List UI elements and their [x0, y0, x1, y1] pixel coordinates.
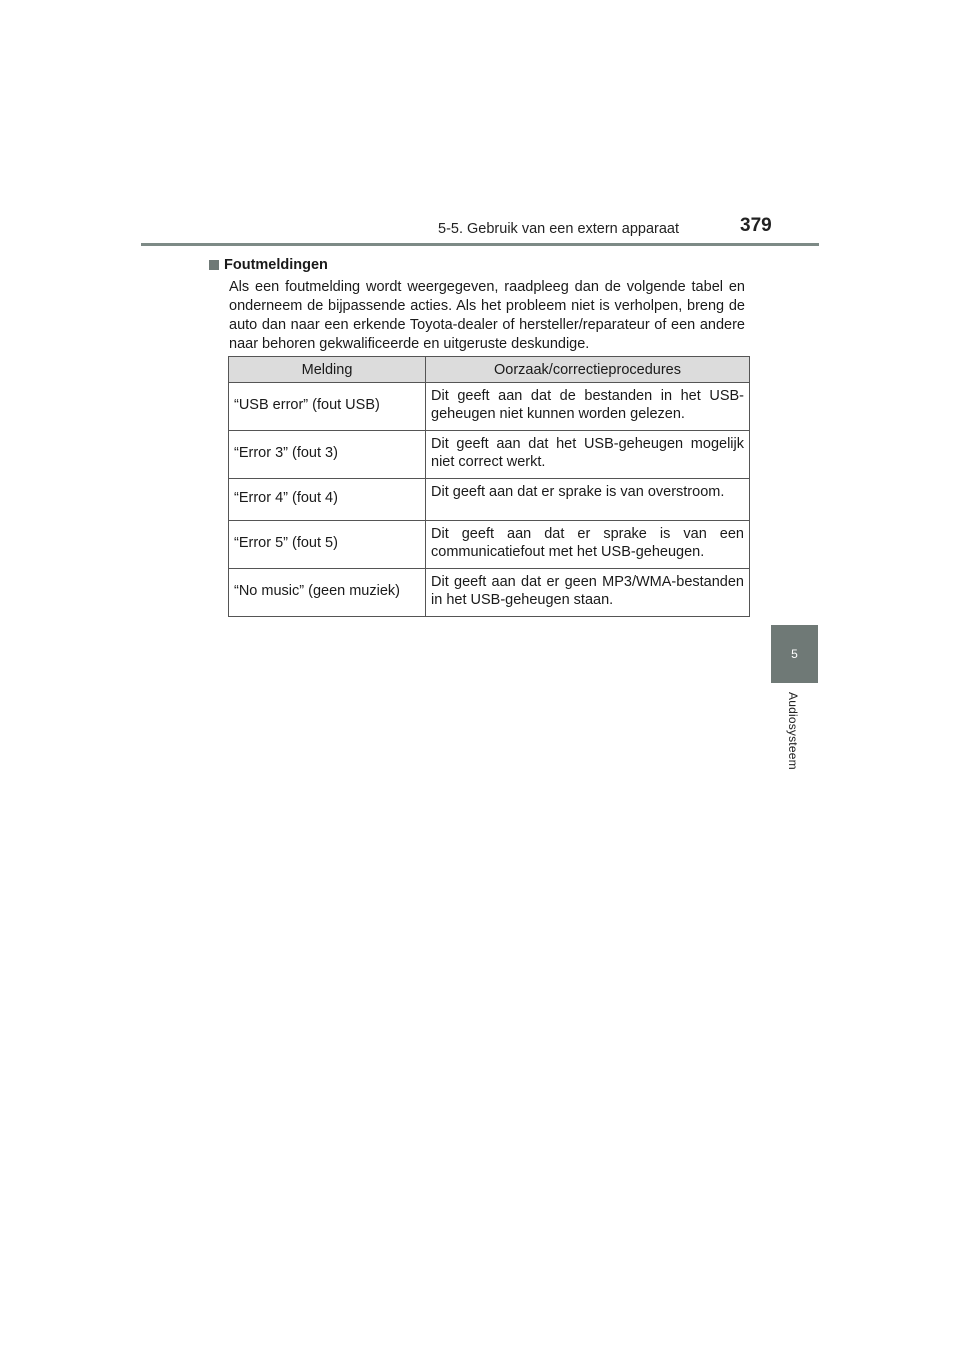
table-row: [229, 521, 750, 569]
header-section-title: 5-5. Gebruik van een extern apparaat: [438, 221, 680, 237]
section-heading: [209, 257, 328, 273]
chapter-tab[interactable]: [771, 625, 818, 683]
table-row: [229, 479, 750, 521]
chapter-number: 5: [791, 647, 798, 661]
cause-cell: Dit geeft aan dat er geen MP3/WMA-bestanden in het USB-geheugen staan.: [426, 569, 750, 617]
page-number: 379: [740, 215, 772, 236]
intro-paragraph: Als een foutmelding wordt weergegeven, raadpleeg dan de volgende tabel en onderneem de bijpassende acties. Als het probleem niet is verholpen, breng de auto dan naar een erkende Toyota-dealer of hersteller/reparateur of een andere naar behoren gekwalificeerde en uitgeruste deskundige.: [229, 279, 745, 352]
column-header-cause: Oorzaak/correctieprocedures: [426, 357, 750, 383]
table-header-row: [229, 357, 750, 383]
message-cell: “Error 5” (fout 5): [229, 521, 426, 569]
message-cell: “Error 3” (fout 3): [229, 431, 426, 479]
section-heading-text: Foutmeldingen: [224, 257, 328, 273]
message-cell: “No music” (geen muziek): [229, 569, 426, 617]
cause-cell: Dit geeft aan dat de bestanden in het USB-geheugen niet kunnen worden gelezen.: [426, 383, 750, 431]
message-cell: “Error 4” (fout 4): [229, 479, 426, 521]
cause-cell: Dit geeft aan dat er sprake is van een communicatiefout met het USB-geheugen.: [426, 521, 750, 569]
error-message-table: [228, 356, 750, 617]
square-bullet-icon: [209, 260, 219, 270]
message-cell: “USB error” (fout USB): [229, 383, 426, 431]
chapter-label: Audiosysteem: [786, 692, 800, 770]
table-row: [229, 431, 750, 479]
table-row: [229, 569, 750, 617]
cause-cell: Dit geeft aan dat het USB-geheugen mogelijk niet correct werkt.: [426, 431, 750, 479]
header-divider: [141, 243, 819, 246]
table-row: [229, 383, 750, 431]
cause-cell: Dit geeft aan dat er sprake is van overstroom.: [426, 479, 750, 521]
column-header-message: Melding: [229, 357, 426, 383]
